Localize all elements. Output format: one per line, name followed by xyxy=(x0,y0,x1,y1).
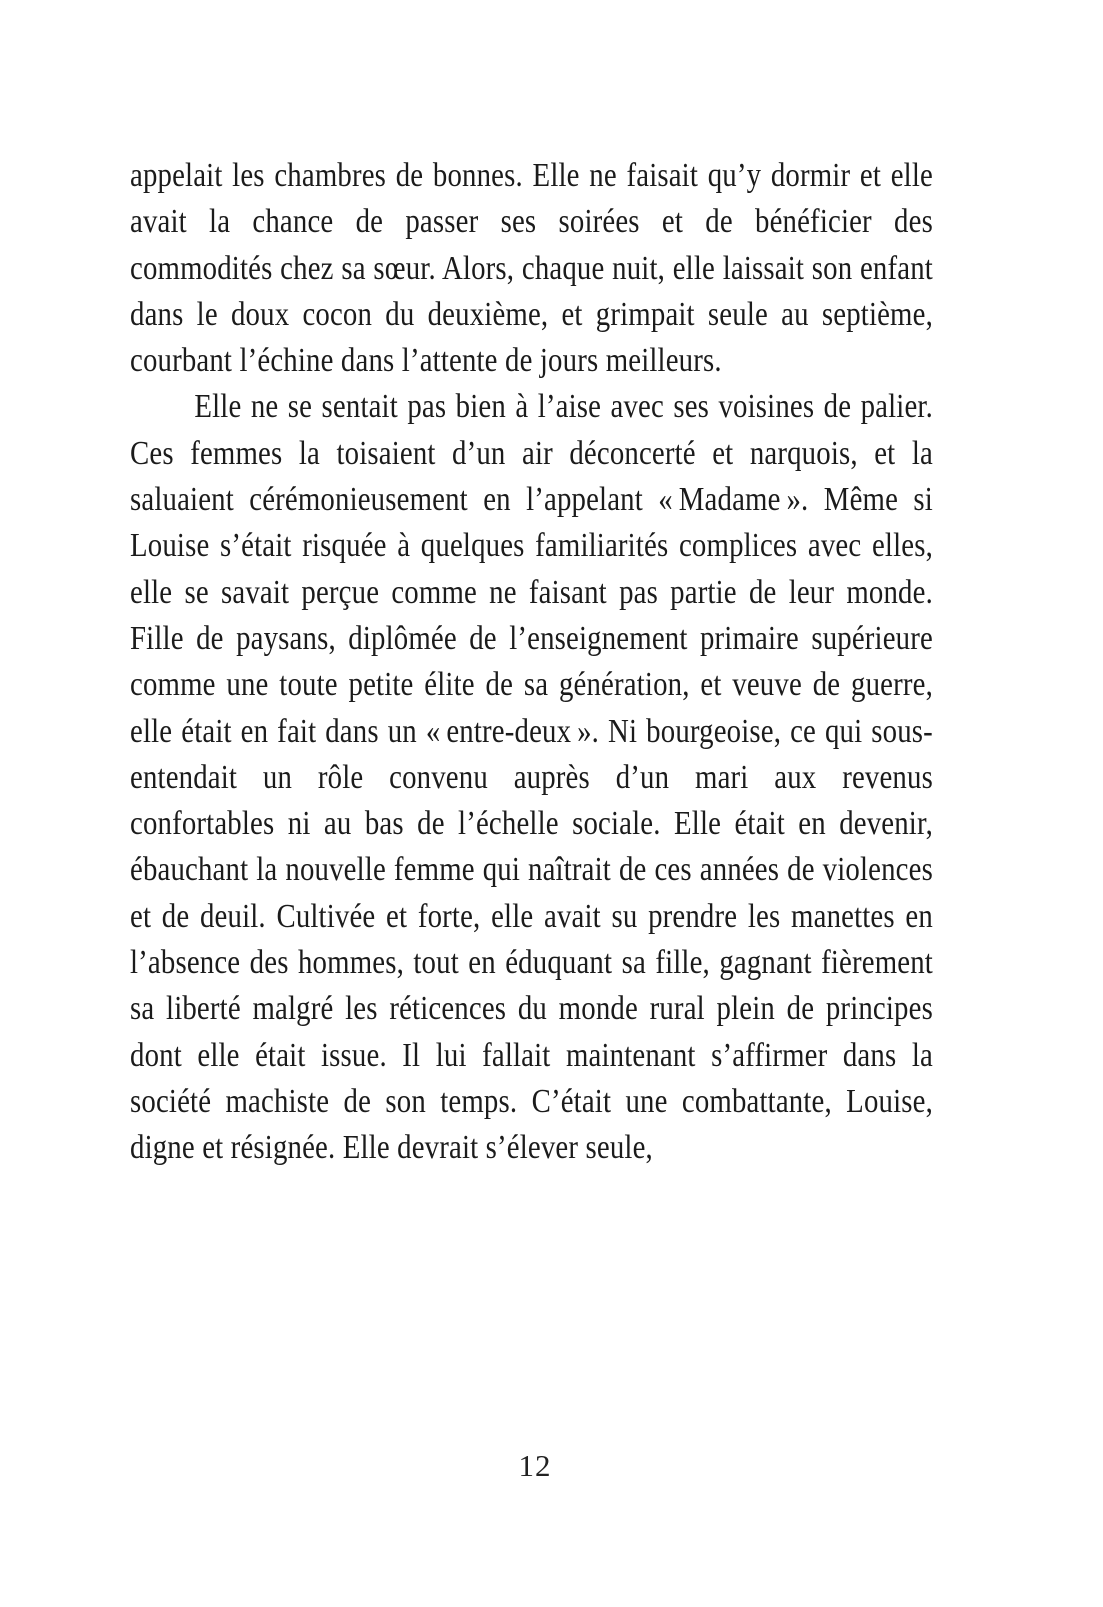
paragraph: appelait les chambres de bonnes. Elle ne faisait qu’y dormir et elle avait la chance de passer ses soirées et de bénéficier des commodités chez sa sœur. Alors, chaque nuit, elle laissait son enfant dans le doux cocon du deuxième, et grimpait seule au septième, courbant l’échine dans l’attente de jours meilleurs. xyxy=(130,157,933,380)
text-block xyxy=(130,153,933,1172)
paragraph: Elle ne se sentait pas bien à l’aise avec ses voisines de palier. Ces femmes la toisaient d’un air déconcerté et narquois, et la saluaient cérémonieusement en l’appelant « Madame ». Même si Louise s’était risquée à quelques familiarités complices avec elles, elle se savait perçue comme ne faisant pas partie de leur monde. Fille de paysans, diplômée de l’enseignement primaire supérieure comme une toute petite élite de sa génération, et veuve de guerre, elle était en fait dans un « entre-deux ». Ni bourgeoise, ce qui sous-entendait un rôle convenu auprès d’un mari aux revenus confortables ni au bas de l’échelle sociale. Elle était en devenir, ébauchant la nouvelle femme qui naîtrait de ces années de violences et de deuil. Cultivée et forte, elle avait su prendre les manettes en l’absence des hommes, tout en éduquant sa fille, gagnant fièrement sa liberté malgré les réticences du monde rural plein de principes dont elle était issue. Il lui fallait maintenant s’affirmer dans la société machiste de son temps. C’était une combattante, Louise, digne et résignée. Elle devrait s’élever seule, xyxy=(130,388,933,1167)
page-number: 12 xyxy=(518,1448,552,1483)
